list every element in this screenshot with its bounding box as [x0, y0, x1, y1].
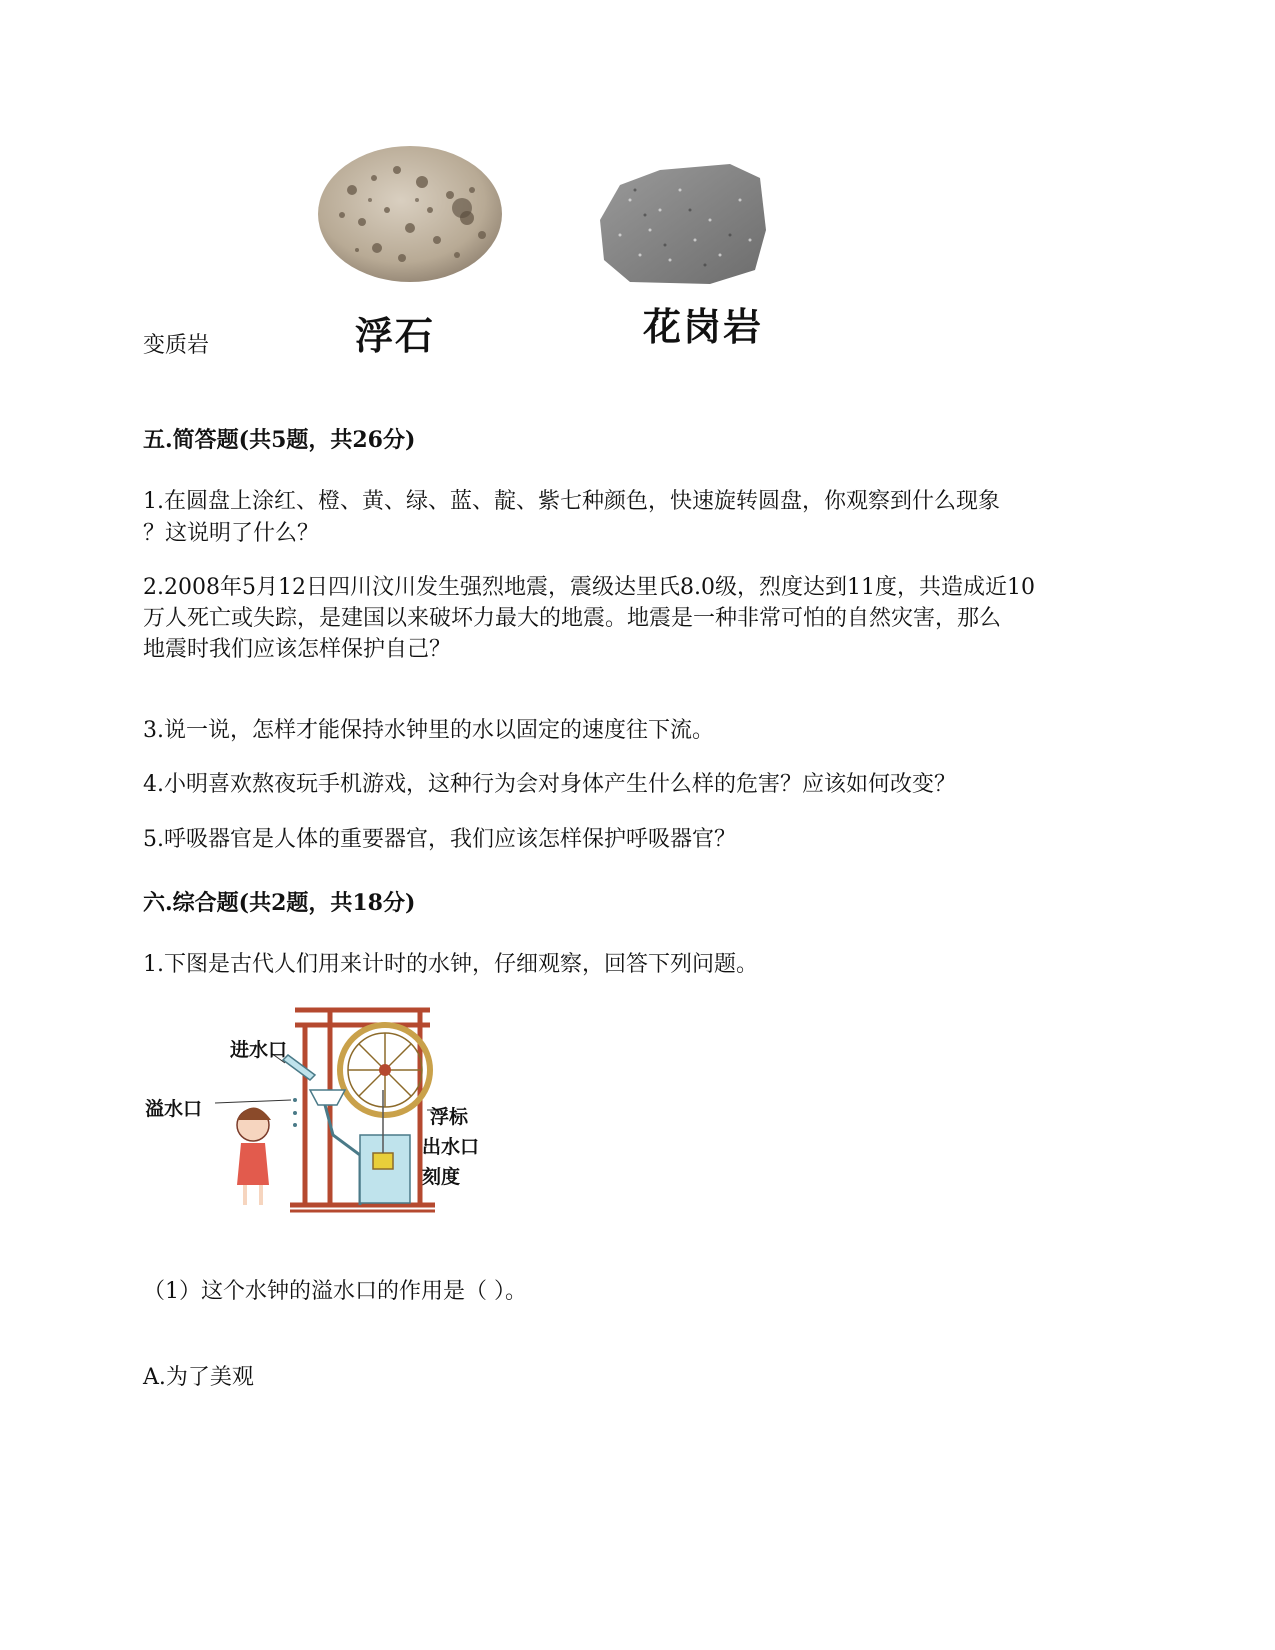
granite-caption: 花岗岩 — [643, 304, 764, 349]
q5-1-line-2: ？这说明了什么？ — [143, 521, 320, 546]
q6-1-option-a: A.为了美观 — [143, 1365, 254, 1390]
section-5-heading: 五.简答题(共5题，共26分) — [143, 427, 416, 453]
label-scale: 刻度 — [422, 1166, 461, 1188]
pumice-image — [312, 140, 512, 290]
label-outlet: 出水口 — [422, 1136, 480, 1158]
q5-2-line-2: 万人死亡或失踪，是建国以来破坏力最大的地震。地震是一种非常可怕的自然灾害，那么 — [143, 606, 1002, 631]
metamorphic-label: 变质岩 — [143, 333, 210, 358]
label-overflow: 溢水口 — [145, 1098, 203, 1120]
q6-1-sub-1: （1）这个水钟的溢水口的作用是（ ）。 — [143, 1279, 527, 1304]
q5-5: 5.呼吸器官是人体的重要器官，我们应该怎样保护呼吸器官？ — [143, 827, 736, 852]
granite-image — [590, 160, 770, 290]
q5-1-line-1: 1.在圆盘上涂红、橙、黄、绿、蓝、靛、紫七种颜色，快速旋转圆盘，你观察到什么现象 — [143, 489, 1000, 514]
pumice-caption: 浮石 — [355, 313, 436, 358]
q5-4: 4.小明喜欢熬夜玩手机游戏，这种行为会对身体产生什么样的危害？应该如何改变？ — [143, 772, 956, 797]
q5-2-line-1: 2.2008年5月12日四川汶川发生强烈地震，震级达里氏8.0级，烈度达到11度，共造成近10 — [143, 575, 1035, 600]
section-6-heading: 六.综合题(共2题，共18分) — [143, 890, 416, 916]
label-inlet: 进水口 — [230, 1039, 288, 1061]
q5-2-line-3: 地震时我们应该怎样保护自己？ — [143, 637, 452, 662]
q6-1: 1.下图是古代人们用来计时的水钟，仔细观察，回答下列问题。 — [143, 952, 758, 977]
q5-3: 3.说一说，怎样才能保持水钟里的水以固定的速度往下流。 — [143, 718, 714, 743]
label-float: 浮标 — [430, 1106, 469, 1128]
